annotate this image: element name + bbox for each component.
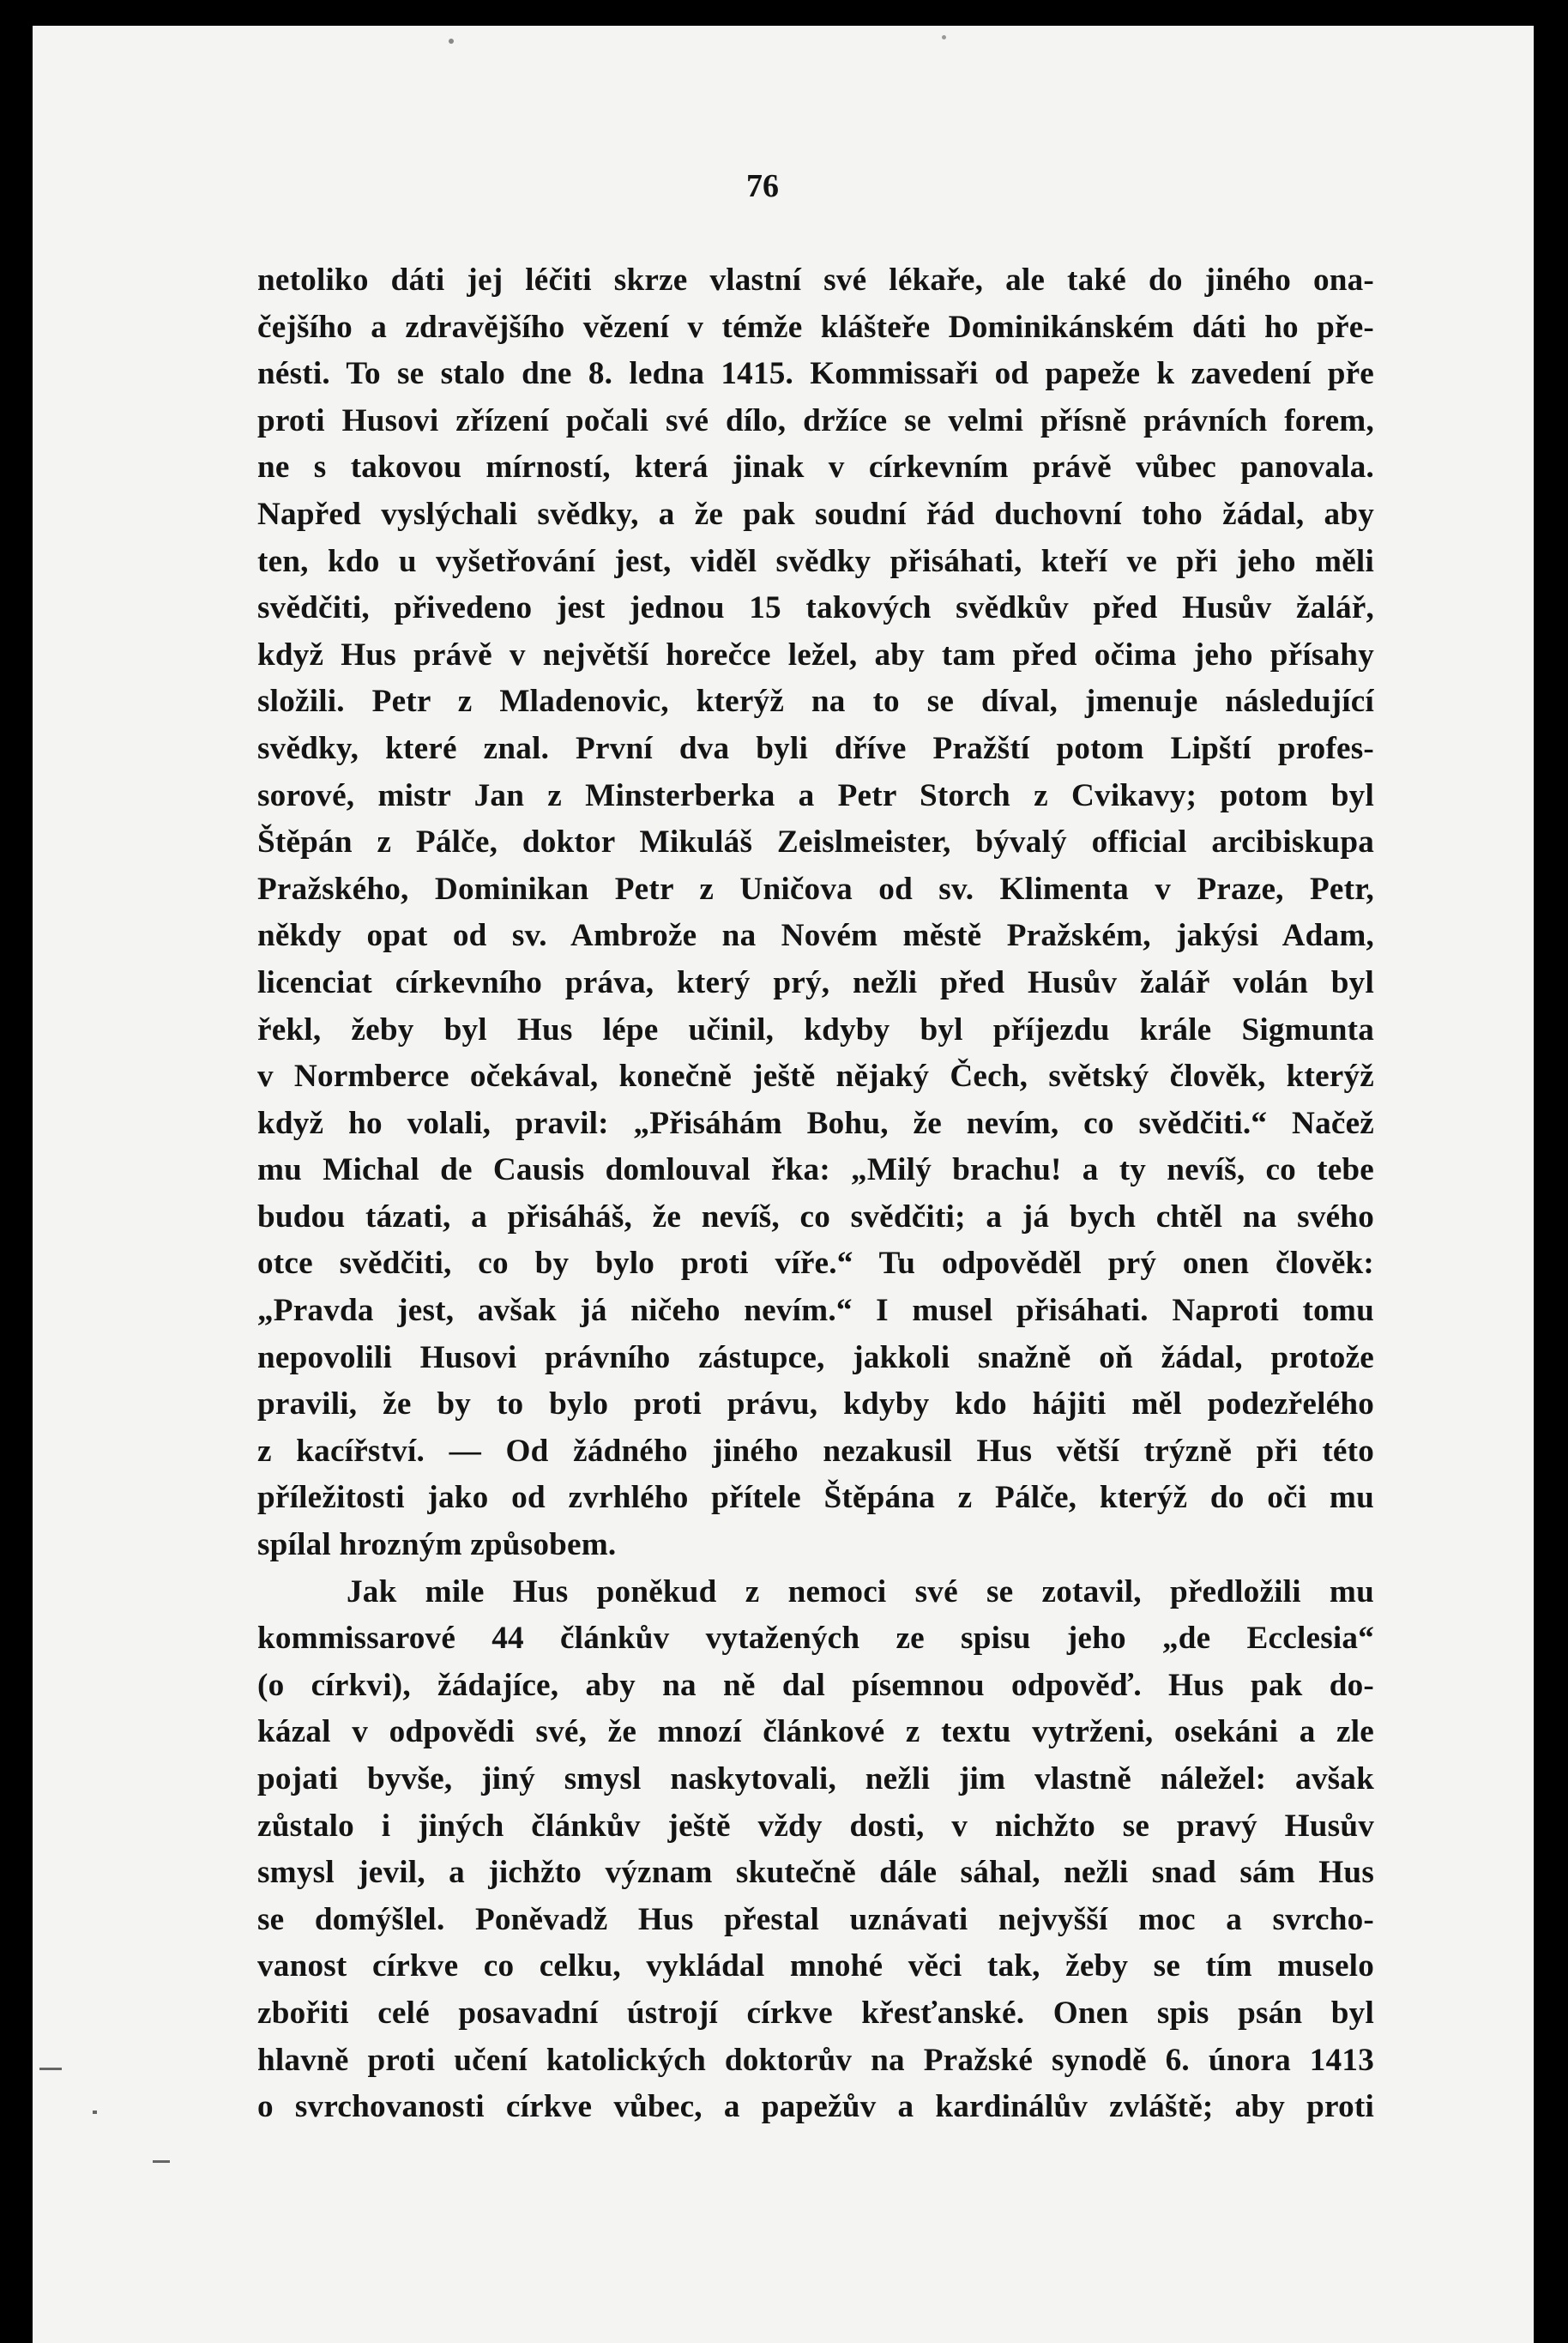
text-line: z kacířství. — Od žádného jiného nezakusil Hus větší trýzně při této: [257, 1433, 1374, 1469]
text-line: netoliko dáti jej léčiti skrze vlastní své lékaře, ale také do jiného ona-: [257, 263, 1374, 298]
body-text: [257, 257, 1374, 2131]
page-number: 76: [746, 168, 779, 204]
text-line: Pražského, Dominikan Petr z Uničova od sv. Klimenta v Praze, Petr,: [257, 871, 1374, 907]
paragraph-end-line: spílal hrozným způsobem.: [257, 1527, 617, 1563]
scan-speck: [942, 35, 946, 39]
text-line: kázal v odpovědi své, že mnozí článkové z textu vytrženi, osekáni a zle: [257, 1714, 1374, 1750]
text-line: smysl jevil, a jichžto význam skutečně dále sáhal, nežli snad sám Hus: [257, 1855, 1374, 1891]
text-line: se domýšlel. Poněvadž Hus přestal uznávati nejvyšší moc a svrcho-: [257, 1901, 1374, 1937]
book-page: [33, 26, 1534, 2343]
text-line: hlavně proti učení katolických doktorův na Pražské synodě 6. února 1413: [257, 2042, 1374, 2078]
text-line: Napřed vyslýchali svědky, a že pak soudní řád duchovní toho žádal, aby: [257, 496, 1374, 532]
text-line: zbořiti celé posavadní ústrojí církve křesťanské. Onen spis psán byl: [257, 1995, 1374, 2031]
text-line: nésti. To se stalo dne 8. ledna 1415. Kommissaři od papeže k zavedení pře: [257, 356, 1374, 392]
text-line: čejšího a zdravějšího vězení v témže klášteře Dominikánském dáti ho pře-: [257, 309, 1374, 345]
text-line: Štěpán z Pálče, doktor Mikuláš Zeislmeister, bývalý official arcibiskupa: [257, 824, 1374, 861]
text-line: nepovolili Husovi právního zástupce, jakkoli snažně oň žádal, protože: [257, 1339, 1374, 1375]
scan-speck: [153, 2160, 170, 2163]
text-line: v Normberce očekával, konečně ještě nějaký Čech, světský člověk, kterýž: [257, 1059, 1374, 1095]
scan-speck: [449, 39, 454, 44]
scan-speck: [39, 2068, 62, 2070]
text-line: otce svědčiti, co by bylo proti víře.“ Tu odpověděl prý onen člověk:: [257, 1246, 1374, 1282]
text-line: zůstalo i jiných článkův ještě vždy dosti, v nichžto se pravý Husův: [257, 1808, 1374, 1844]
text-line: „Pravda jest, avšak já ničeho nevím.“ I musel přisáhati. Naproti tomu: [257, 1293, 1374, 1329]
text-line: ten, kdo u vyšetřování jest, viděl svědky přisáhati, kteří ve při jeho měli: [257, 543, 1374, 579]
text-line: když Hus právě v největší horečce ležel, aby tam před očima jeho přísahy: [257, 637, 1374, 673]
paragraph-start-line: Jak mile Hus poněkud z nemoci své se zotavil, předložili mu: [347, 1573, 1374, 1609]
text-line: proti Husovi zřízení počali své dílo, držíce se velmi přísně právních forem,: [257, 402, 1374, 438]
text-line: pravili, že by to bylo proti právu, kdyby kdo hájiti měl podezřelého: [257, 1386, 1374, 1422]
text-line: svědky, které znal. První dva byli dříve Pražští potom Lipští profes-: [257, 730, 1374, 766]
text-line: o svrchovanosti církve vůbec, a papežův a kardinálův zvláště; aby proti: [257, 2089, 1374, 2125]
text-line: licenciat církevního práva, který prý, nežli před Husův žalář volán byl: [257, 964, 1374, 1000]
scan-edge-left: [0, 0, 33, 2343]
text-line: někdy opat od sv. Ambrože na Novém městě Pražském, jakýsi Adam,: [257, 918, 1374, 954]
text-line: když ho volali, pravil: „Přisáhám Bohu, že nevím, co svědčiti.“ Načež: [257, 1105, 1374, 1141]
scan-edge-right: [1534, 0, 1568, 2343]
text-line: svědčiti, přivedeno jest jednou 15 takových svědkův před Husův žalář,: [257, 590, 1374, 626]
text-line: (o církvi), žádajíce, aby na ně dal písemnou odpověď. Hus pak do-: [257, 1667, 1374, 1703]
text-line: složili. Petr z Mladenovic, kterýž na to se díval, jmenuje následující: [257, 684, 1374, 720]
text-line: vanost církve co celku, vykládal mnohé věci tak, žeby se tím muselo: [257, 1948, 1374, 1984]
text-line: kommissarové 44 článkův vytažených ze spisu jeho „de Ecclesia“: [257, 1621, 1374, 1657]
scan-speck: [93, 2111, 97, 2114]
text-line: sorové, mistr Jan z Minsterberka a Petr Storch z Cvikavy; potom byl: [257, 777, 1374, 813]
text-line: ne s takovou mírností, která jinak v církevním právě vůbec panovala.: [257, 450, 1374, 486]
text-line: mu Michal de Causis domlouval řka: „Milý brachu! a ty nevíš, co tebe: [257, 1152, 1374, 1188]
text-line: pojati byvše, jiný smysl naskytovali, nežli jim vlastně náležel: avšak: [257, 1761, 1374, 1797]
text-line: budou tázati, a přisáháš, že nevíš, co svědčiti; a já bych chtěl na svého: [257, 1199, 1374, 1235]
text-line: příležitosti jako od zvrhlého přítele Štěpána z Pálče, kterýž do oči mu: [257, 1480, 1374, 1516]
text-line: řekl, žeby byl Hus lépe učinil, kdyby byl příjezdu krále Sigmunta: [257, 1011, 1374, 1048]
